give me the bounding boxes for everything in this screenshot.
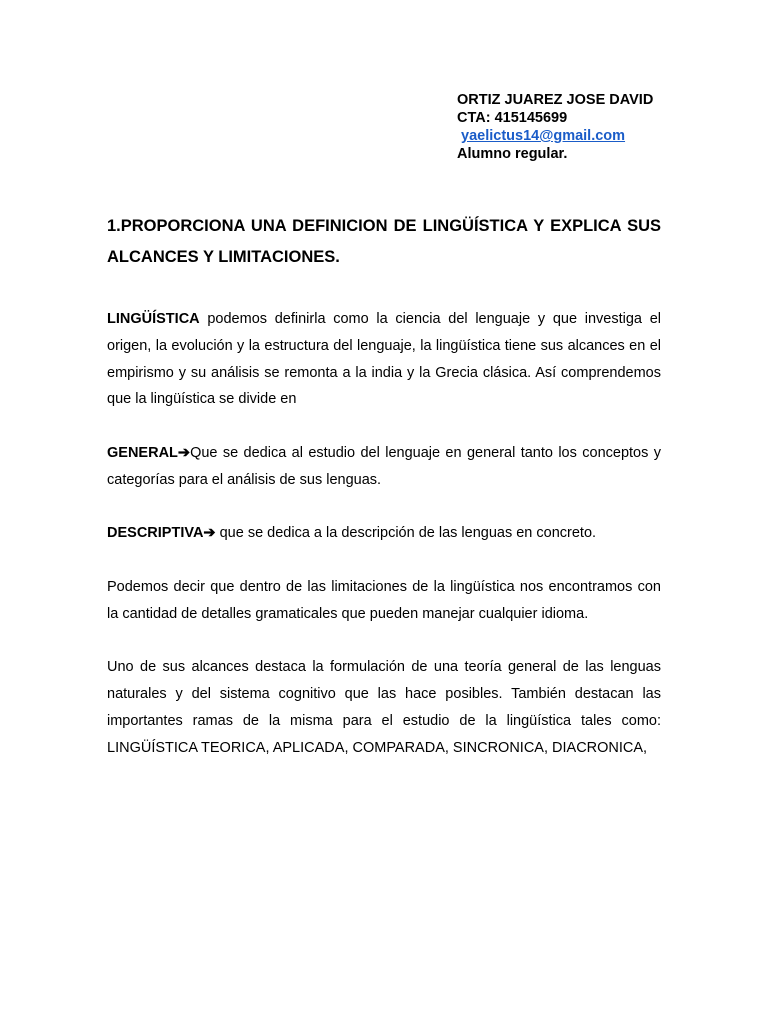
account-number: CTA: 415145699 (457, 110, 568, 126)
student-status: Alumno regular. (457, 146, 568, 162)
definition-text: podemos definirla como la ciencia del lenguaje y que investiga el origen, la evolución y la estructura del lenguaje, la lingüística tiene sus alcances en el empirismo y su análisis se remonta a la india y la Grecia clásica. Así comprendemos que la lingüística se divide en (107, 311, 661, 408)
term-linguistica: LINGÜÍSTICA (107, 311, 200, 327)
general-text: Que se dedica al estudio del lenguaje en general tanto los conceptos y categorías para el análisis de sus lenguas. (107, 444, 661, 488)
limitations-paragraph: Podemos decir que dentro de las limitaciones de la lingüística nos encontramos con la cantidad de detalles gramaticales que pueden manejar cualquier idioma. (107, 578, 661, 622)
term-descriptiva: DESCRIPTIVA (107, 525, 204, 542)
spacer (107, 547, 661, 574)
email-line (457, 127, 653, 145)
arrow-right-icon: ➔ (177, 444, 191, 461)
general-paragraph (107, 440, 661, 494)
spacer (107, 413, 661, 440)
term-general: GENERAL (107, 444, 178, 461)
descriptiva-paragraph (107, 520, 661, 547)
descriptiva-text: que se dedica a la descripción de las lenguas en concreto. (215, 525, 597, 542)
spacer (107, 494, 661, 521)
arrow-right-icon: ➔ (203, 525, 216, 542)
definition-paragraph (107, 306, 661, 413)
spacer (107, 273, 661, 306)
scope-paragraph: Uno de sus alcances destaca la formulación de una teoría general de las lenguas naturales y del sistema cognitivo que las hace posibles. También destacan las importantes ramas de la misma para el estudio de la lingüística tales como: LINGÜÍSTICA TEORICA, APLICADA, COMPARADA, SINCRONICA, DIACRONICA, (107, 659, 661, 756)
author-name: ORTIZ JUAREZ JOSE DAVID (457, 92, 654, 108)
question-heading: 1.PROPORCIONA UNA DEFINICION DE LINGÜÍSTICA Y EXPLICA SUS ALCANCES Y LIMITACIONES. (107, 217, 661, 266)
spacer (107, 628, 661, 655)
author-header (457, 91, 653, 163)
document-body (107, 211, 661, 762)
email-link[interactable]: yaelictus14@gmail.com (461, 128, 626, 144)
